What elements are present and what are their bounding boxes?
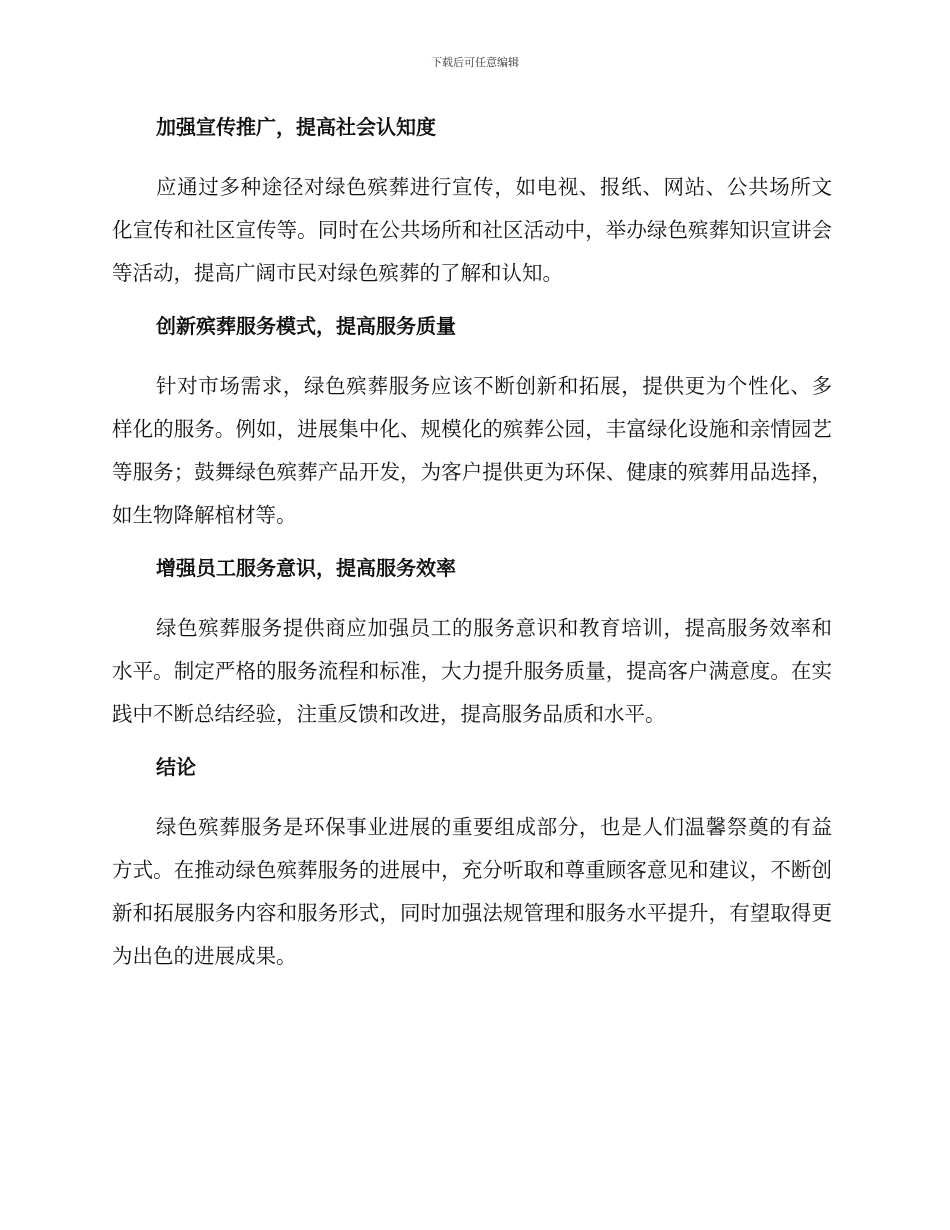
section-paragraph: 绿色殡葬服务提供商应加强员工的服务意识和教育培训，提高服务效率和水平。制定严格的服务流程和标准，大力提升服务质量，提高客户满意度。在实践中不断总结经验，注重反馈和改进，提高服务品质和水平。 [112,616,832,726]
section-heading: 结论 [156,755,196,779]
section-conclusion [112,748,832,978]
section-paragraph: 绿色殡葬服务是环保事业进展的重要组成部分，也是人们温馨祭奠的有益方式。在推动绿色殡葬服务的进展中，充分听取和尊重顾客意见和建议，不断创新和拓展服务内容和服务形式，同时加强法规管理和服务水平提升，有望取得更为出色的进展成果。 [112,815,832,968]
section-publicity [112,108,832,295]
document-body [112,108,832,978]
section-staff-awareness [112,549,832,736]
section-service-model [112,307,832,537]
page-header: 下载后可任意编辑 [431,56,519,69]
section-heading: 创新殡葬服务模式，提高服务质量 [156,314,456,338]
section-heading: 增强员工服务意识，提高服务效率 [156,556,456,580]
section-paragraph: 针对市场需求，绿色殡葬服务应该不断创新和拓展，提供更为个性化、多样化的服务。例如，进展集中化、规模化的殡葬公园，丰富绿化设施和亲情园艺等服务；鼓舞绿色殡葬产品开发，为客户提供更为环保、健康的殡葬用品选择，如生物降解棺材等。 [112,374,832,527]
section-heading: 加强宣传推广，提高社会认知度 [156,115,436,139]
section-paragraph: 应通过多种途径对绿色殡葬进行宣传，如电视、报纸、网站、公共场所文化宣传和社区宣传等。同时在公共场所和社区活动中，举办绿色殡葬知识宣讲会等活动，提高广阔市民对绿色殡葬的了解和认知。 [112,175,832,285]
